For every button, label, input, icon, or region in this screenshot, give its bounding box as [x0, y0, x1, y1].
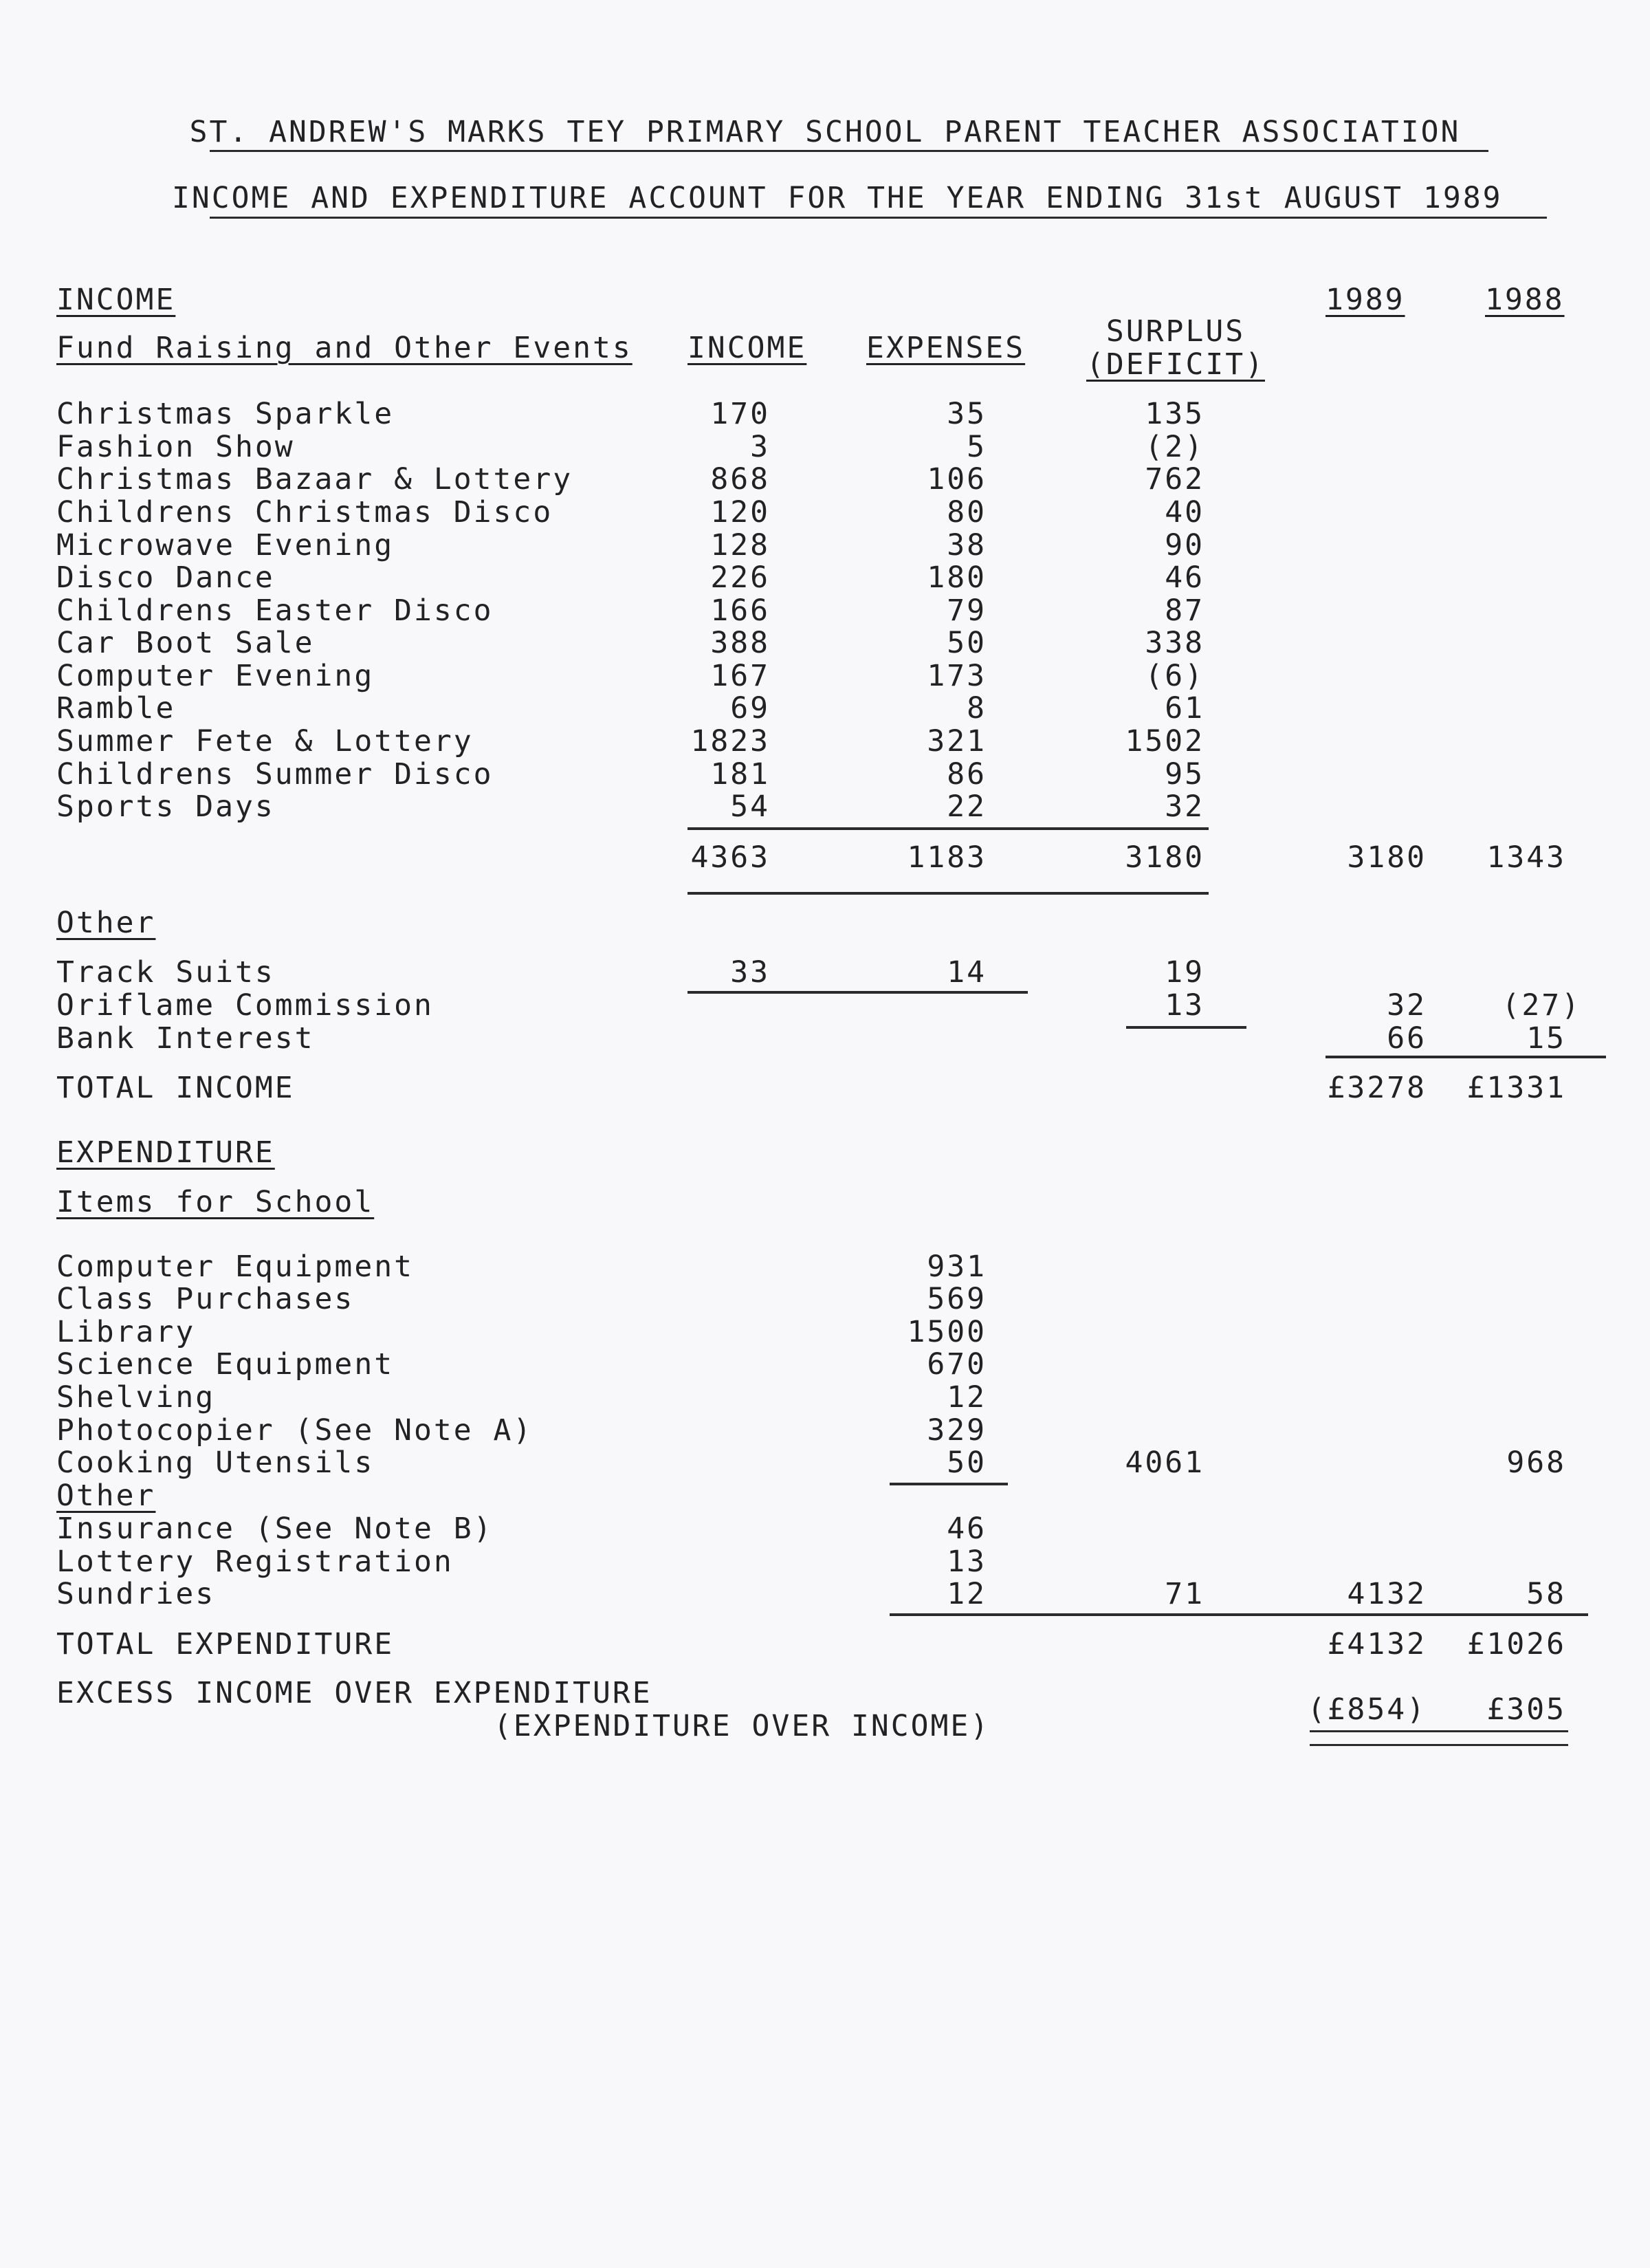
- year-1988-header: 1988: [1485, 283, 1565, 317]
- event-expenses: 8: [967, 691, 987, 726]
- income-total-rule: [1326, 1056, 1606, 1058]
- event-name: Christmas Bazaar & Lottery: [56, 462, 573, 497]
- event-expenses: 86: [947, 757, 987, 792]
- event-surplus: (6): [1145, 659, 1204, 693]
- events-total-income: 4363: [690, 840, 770, 875]
- item-name: Science Equipment: [56, 1347, 395, 1382]
- item-name: Shelving: [56, 1380, 216, 1415]
- events-total-rule: [688, 892, 1209, 895]
- deficit-column-header: (DEFICIT): [1086, 347, 1265, 382]
- bank-interest-1989: 66: [1387, 1021, 1427, 1056]
- events-total-surplus: 3180: [1125, 840, 1204, 875]
- event-income: 170: [710, 397, 770, 431]
- event-income: 166: [710, 593, 770, 628]
- total-income-1988: £1331: [1466, 1071, 1566, 1105]
- event-income: 226: [710, 560, 770, 595]
- event-income: 3: [750, 430, 770, 464]
- event-expenses: 50: [947, 626, 987, 660]
- year-1989-header: 1989: [1326, 283, 1405, 317]
- event-surplus: 32: [1165, 789, 1204, 824]
- item-name: Photocopier (See Note A): [56, 1413, 534, 1448]
- event-name: Childrens Christmas Disco: [56, 495, 553, 530]
- fund-raising-heading: Fund Raising and Other Events: [56, 331, 632, 365]
- other-items-total: 71: [1165, 1577, 1204, 1611]
- event-surplus: 90: [1165, 528, 1204, 563]
- item-name: Class Purchases: [56, 1282, 355, 1316]
- total-expenditure-1989: £4132: [1327, 1627, 1427, 1661]
- event-surplus: (2): [1145, 430, 1204, 464]
- event-name: Ramble: [56, 691, 176, 726]
- event-name: Microwave Evening: [56, 528, 395, 563]
- event-expenses: 106: [927, 462, 987, 497]
- total-income-1989: £3278: [1327, 1071, 1427, 1105]
- item-amount: 12: [947, 1577, 987, 1611]
- oriflame-1989: 32: [1387, 988, 1427, 1023]
- event-name: Childrens Summer Disco: [56, 757, 494, 792]
- total-expenditure-label: TOTAL EXPENDITURE: [56, 1627, 395, 1661]
- item-name: Computer Equipment: [56, 1250, 414, 1284]
- event-income: 388: [710, 626, 770, 660]
- total-income-label: TOTAL INCOME: [56, 1071, 295, 1105]
- school-items-rule: [890, 1483, 1008, 1485]
- event-income: 1823: [690, 724, 770, 759]
- event-surplus: 762: [1145, 462, 1204, 497]
- items-for-school-heading: Items for School: [56, 1185, 375, 1219]
- event-name: Christmas Sparkle: [56, 397, 395, 431]
- event-expenses: 5: [967, 430, 987, 464]
- event-surplus: 95: [1165, 757, 1204, 792]
- other-items-1989: 4132: [1347, 1577, 1427, 1611]
- item-name: Sundries: [56, 1577, 216, 1611]
- income-column-header: INCOME: [688, 331, 807, 365]
- total-expenditure-1988: £1026: [1466, 1627, 1566, 1661]
- item-name: Library: [56, 1315, 196, 1349]
- excess-1989: (£854): [1307, 1692, 1427, 1727]
- oriflame-1988: (27): [1502, 988, 1581, 1023]
- event-surplus: 1502: [1125, 724, 1204, 759]
- expenses-column-header: EXPENSES: [866, 331, 1026, 365]
- expenditure-total-rule: [890, 1613, 1588, 1616]
- oriflame-rule: [1126, 1026, 1246, 1029]
- item-name: Insurance (See Note B): [56, 1512, 494, 1546]
- other-items-1988: 58: [1526, 1577, 1566, 1611]
- title-underline: [210, 150, 1488, 152]
- track-suits-label: Track Suits: [56, 955, 275, 990]
- oriflame-surplus: 13: [1165, 988, 1204, 1023]
- track-suits-rule: [688, 991, 1028, 994]
- event-surplus: 87: [1165, 593, 1204, 628]
- event-expenses: 35: [947, 397, 987, 431]
- event-income: 181: [710, 757, 770, 792]
- item-amount: 569: [927, 1282, 987, 1316]
- event-expenses: 80: [947, 495, 987, 530]
- event-surplus: 135: [1145, 397, 1204, 431]
- bank-interest-label: Bank Interest: [56, 1021, 315, 1056]
- income-heading: INCOME: [56, 283, 176, 317]
- event-income: 120: [710, 495, 770, 530]
- excess-label: EXCESS INCOME OVER EXPENDITURE: [56, 1676, 652, 1710]
- oriflame-label: Oriflame Commission: [56, 988, 434, 1023]
- event-income: 69: [730, 691, 770, 726]
- event-name: Fashion Show: [56, 430, 295, 464]
- event-surplus: 46: [1165, 560, 1204, 595]
- school-items-1988: 968: [1506, 1446, 1566, 1480]
- school-items-total: 4061: [1125, 1446, 1204, 1480]
- event-income: 167: [710, 659, 770, 693]
- event-expenses: 22: [947, 789, 987, 824]
- track-suits-income: 33: [730, 955, 770, 990]
- excess-double-rule-bottom: [1310, 1744, 1568, 1746]
- event-surplus: 40: [1165, 495, 1204, 530]
- item-amount: 46: [947, 1512, 987, 1546]
- item-amount: 1500: [907, 1315, 987, 1349]
- item-name: Cooking Utensils: [56, 1446, 375, 1480]
- event-surplus: 61: [1165, 691, 1204, 726]
- event-expenses: 79: [947, 593, 987, 628]
- event-name: Car Boot Sale: [56, 626, 315, 660]
- event-income: 868: [710, 462, 770, 497]
- surplus-column-header: SURPLUS: [1106, 314, 1246, 349]
- event-name: Childrens Easter Disco: [56, 593, 494, 628]
- event-name: Disco Dance: [56, 560, 275, 595]
- event-income: 128: [710, 528, 770, 563]
- document-title: ST. ANDREW'S MARKS TEY PRIMARY SCHOOL PARENT TEACHER ASSOCIATION: [189, 115, 1461, 149]
- track-suits-expenses: 14: [947, 955, 987, 990]
- item-amount: 13: [947, 1545, 987, 1579]
- event-expenses: 180: [927, 560, 987, 595]
- subtitle-underline: [210, 217, 1547, 219]
- event-expenses: 321: [927, 724, 987, 759]
- bank-interest-1988: 15: [1526, 1021, 1566, 1056]
- excess-1988: £305: [1486, 1692, 1566, 1727]
- event-name: Computer Evening: [56, 659, 375, 693]
- excess-double-rule-top: [1310, 1730, 1568, 1732]
- events-total-1988: 1343: [1486, 840, 1566, 875]
- events-total-1989: 3180: [1347, 840, 1427, 875]
- event-name: Sports Days: [56, 789, 275, 824]
- other-expenditure-heading: Other: [56, 1479, 156, 1513]
- excess-label-alt: (EXPENDITURE OVER INCOME): [494, 1709, 991, 1743]
- item-amount: 670: [927, 1347, 987, 1382]
- event-expenses: 173: [927, 659, 987, 693]
- other-income-heading: Other: [56, 906, 156, 940]
- event-expenses: 38: [947, 528, 987, 563]
- item-amount: 329: [927, 1413, 987, 1448]
- event-surplus: 338: [1145, 626, 1204, 660]
- track-suits-surplus: 19: [1165, 955, 1204, 990]
- event-income: 54: [730, 789, 770, 824]
- events-total-expenses: 1183: [907, 840, 987, 875]
- document-subtitle: INCOME AND EXPENDITURE ACCOUNT FOR THE YEAR ENDING 31st AUGUST 1989: [172, 181, 1503, 215]
- item-amount: 931: [927, 1250, 987, 1284]
- event-name: Summer Fete & Lottery: [56, 724, 474, 759]
- events-subtotal-rule: [688, 827, 1209, 830]
- item-amount: 50: [947, 1446, 987, 1480]
- item-amount: 12: [947, 1380, 987, 1415]
- item-name: Lottery Registration: [56, 1545, 454, 1579]
- expenditure-heading: EXPENDITURE: [56, 1135, 275, 1170]
